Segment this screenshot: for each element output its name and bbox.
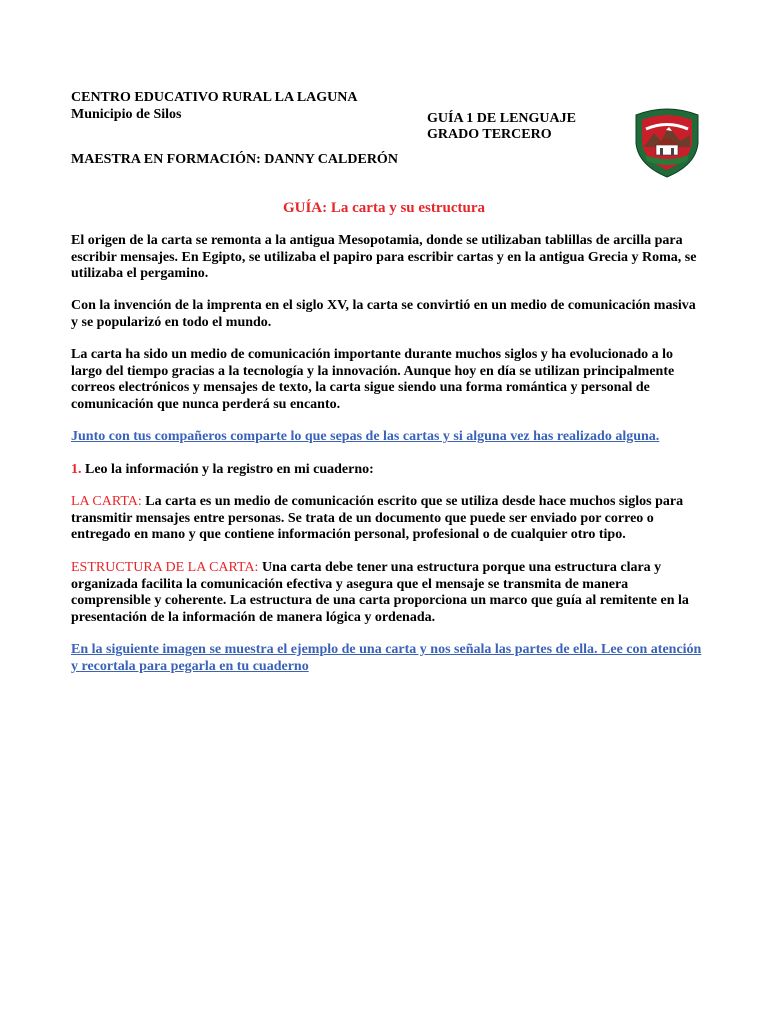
grade-label: GRADO TERCERO <box>427 127 552 142</box>
paragraph-evolution: La carta ha sido un medio de comunicación importante durante muchos siglos y ha evolucionado a lo largo del tiempo gracias a la tecnología y la innovación. Aunque hoy en día se utilizan principalmente correos electrónicos y mensajes de texto, la carta sigue siendo una forma romántica y personal de comunicación que nunca perderá su encanto. <box>71 347 675 412</box>
instruction-line <box>71 462 703 479</box>
structure-paragraph <box>71 560 703 626</box>
guide-code: GUÍA 1 DE LENGUAJE <box>427 111 576 126</box>
structure-text: Una carta debe tener una estructura porque una estructura clara y organizada facilita la comunicación efectiva y asegura que el mensaje se transmita de manera comprensible y coherente. La estructura de una carta proporciona un marco que guía al remitente en la presentación de la información de manera lógica y ordenada. <box>71 560 689 625</box>
definition-label: LA CARTA: <box>71 494 142 509</box>
image-instruction-link[interactable]: En la siguiente imagen se muestra el ejemplo de una carta y nos señala las partes de ella. Lee con atención y recortala para pegarla en tu cuaderno <box>71 642 702 674</box>
activity-link[interactable]: Junto con tus compañeros comparte lo que sepas de las cartas y si alguna vez has realizado alguna. <box>71 429 660 444</box>
paragraph-origin: El origen de la carta se remonta a la antigua Mesopotamia, donde se utilizaban tablillas de arcilla para escribir mensajes. En Egipto, se utilizaba el papiro para escribir cartas y en la antigua Grecia y Roma, se utilizaba el pergamino. <box>71 233 697 281</box>
instruction-text: Leo la información y la registro en mi cuaderno: <box>81 462 374 477</box>
guide-title: GUÍA: La carta y su estructura <box>282 200 486 216</box>
school-name: CENTRO EDUCATIVO RURAL LA LAGUNA <box>71 90 358 105</box>
school-shield-icon <box>630 105 704 179</box>
definition-paragraph <box>71 494 703 544</box>
structure-label: ESTRUCTURA DE LA CARTA: <box>71 560 259 575</box>
definition-text: La carta es un medio de comunicación escrito que se utiliza desde hace muchos siglos para transmitir mensajes entre personas. Se trata de un documento que puede ser enviado por correo o entregado en mano y que contiene información personal, profesional o de cualquier otro tipo. <box>71 494 684 542</box>
teacher-name: MAESTRA EN FORMACIÓN: DANNY CALDERÓN <box>71 152 398 167</box>
municipality: Municipio de Silos <box>71 107 182 122</box>
instruction-number: 1. <box>71 462 82 477</box>
paragraph-printing: Con la invención de la imprenta en el siglo XV, la carta se convirtió en un medio de comunicación masiva y se popularizó en todo el mundo. <box>71 298 696 330</box>
